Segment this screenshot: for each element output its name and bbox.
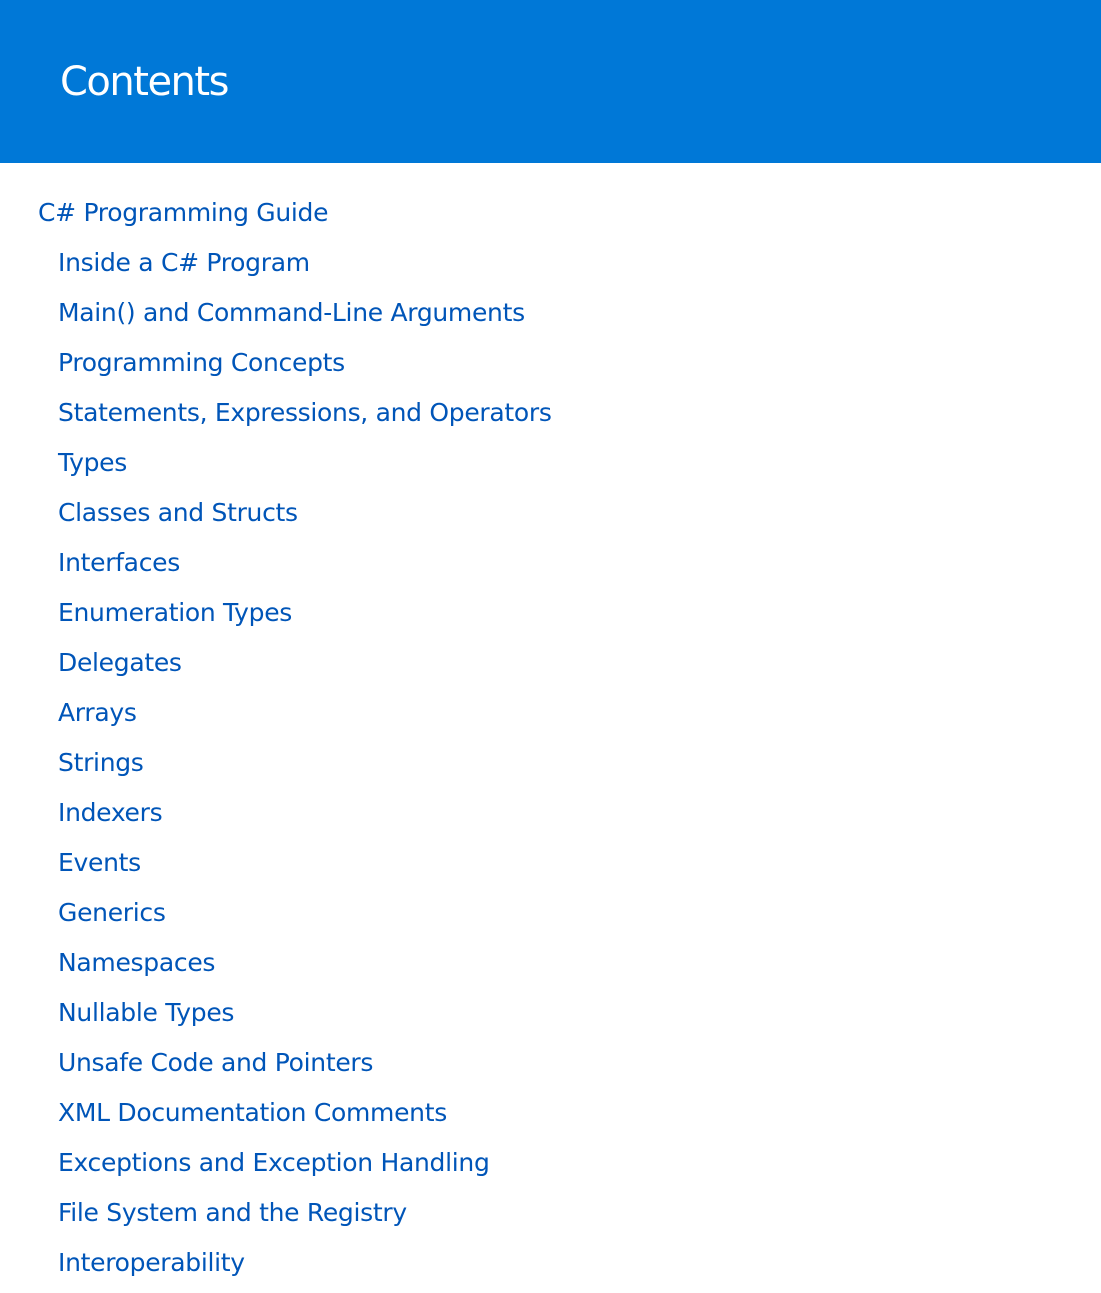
toc-link-csharp-programming-guide[interactable]: C# Programming Guide (38, 198, 329, 227)
toc-link-interfaces[interactable]: Interfaces (58, 548, 180, 577)
toc-link-events[interactable]: Events (58, 848, 141, 877)
toc-link-statements-expressions-operators[interactable]: Statements, Expressions, and Operators (58, 398, 552, 427)
toc-link-generics[interactable]: Generics (58, 898, 166, 927)
toc-link-programming-concepts[interactable]: Programming Concepts (58, 348, 345, 377)
table-of-contents (0, 193, 1101, 1293)
toc-link-exceptions-and-exception-handling[interactable]: Exceptions and Exception Handling (58, 1148, 490, 1177)
toc-link-classes-and-structs[interactable]: Classes and Structs (58, 498, 298, 527)
toc-link-main-and-command-line-arguments[interactable]: Main() and Command-Line Arguments (58, 298, 525, 327)
toc-link-unsafe-code-and-pointers[interactable]: Unsafe Code and Pointers (58, 1048, 374, 1077)
toc-link-xml-documentation-comments[interactable]: XML Documentation Comments (58, 1098, 447, 1127)
toc-link-interoperability[interactable]: Interoperability (58, 1248, 245, 1277)
toc-link-enumeration-types[interactable]: Enumeration Types (58, 598, 292, 627)
page-title: Contents (60, 59, 228, 105)
toc-link-strings[interactable]: Strings (58, 748, 144, 777)
toc-link-indexers[interactable]: Indexers (58, 798, 163, 827)
contents-header (0, 0, 1101, 163)
toc-link-delegates[interactable]: Delegates (58, 648, 182, 677)
toc-link-arrays[interactable]: Arrays (58, 698, 137, 727)
toc-link-types[interactable]: Types (58, 448, 127, 477)
toc-link-file-system-and-registry[interactable]: File System and the Registry (58, 1198, 407, 1227)
toc-link-namespaces[interactable]: Namespaces (58, 948, 216, 977)
toc-link-inside-a-csharp-program[interactable]: Inside a C# Program (58, 248, 310, 277)
toc-link-nullable-types[interactable]: Nullable Types (58, 998, 235, 1027)
